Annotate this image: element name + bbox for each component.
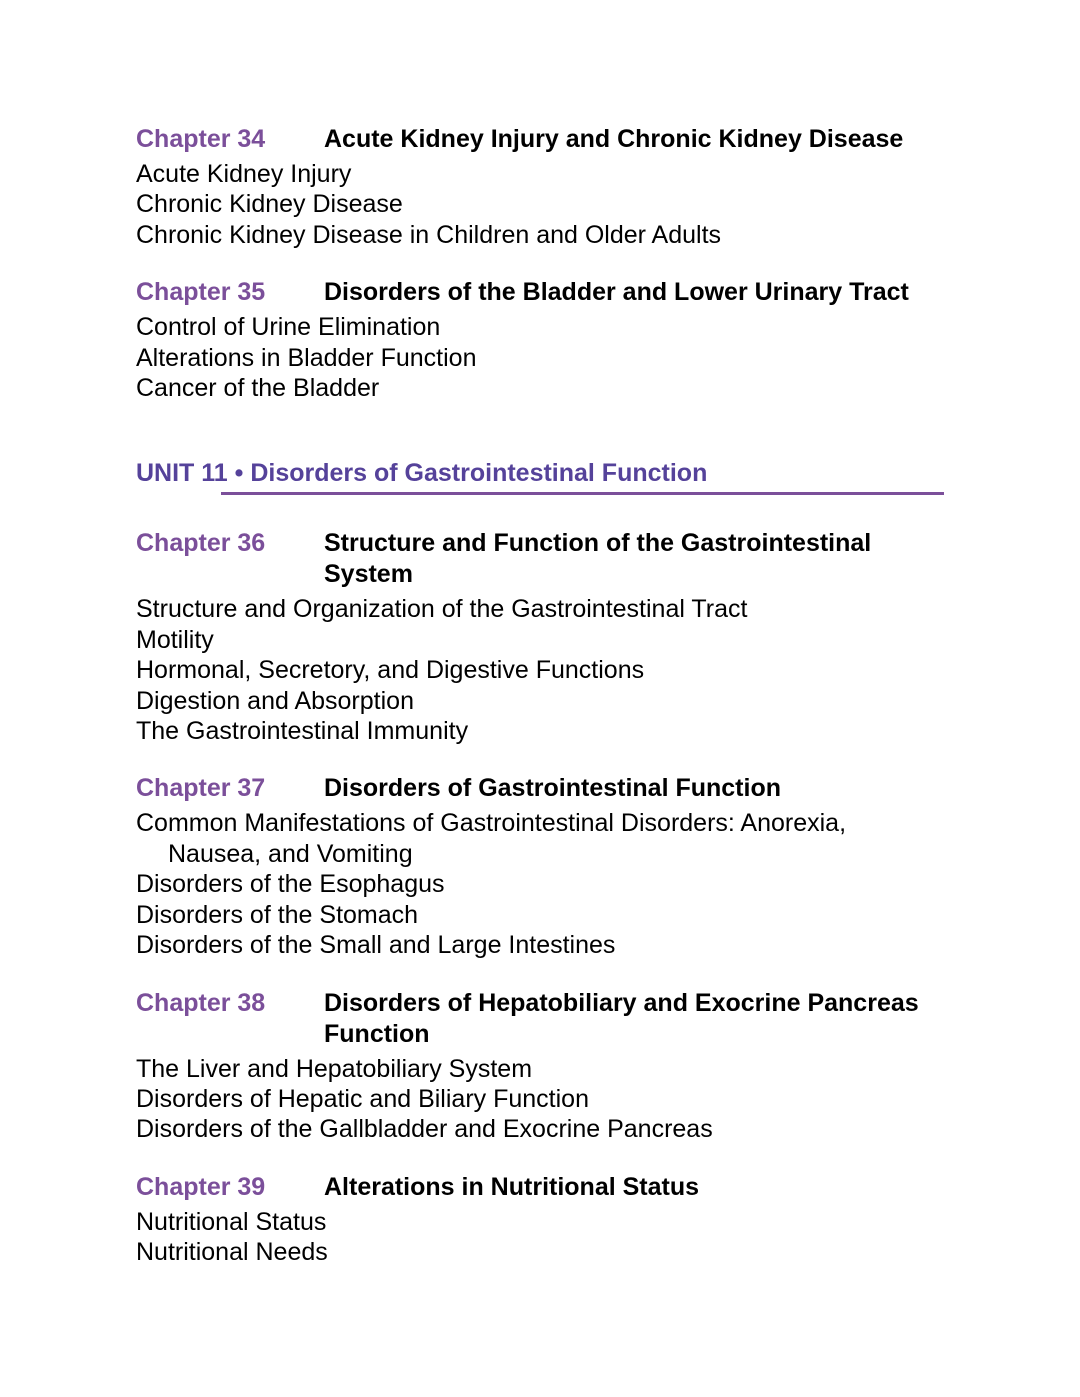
chapter-number: Chapter 38 xyxy=(136,988,266,1017)
chapter-39 xyxy=(136,1172,946,1268)
chapter-36 xyxy=(136,528,946,746)
chapter-heading xyxy=(136,988,946,1050)
chapter-number: Chapter 35 xyxy=(136,278,266,307)
topic-list xyxy=(136,159,946,250)
topic-item: Nutritional Status xyxy=(136,1207,327,1236)
topic-item: Alterations in Bladder Function xyxy=(136,343,477,372)
topic-item: Acute Kidney Injury xyxy=(136,160,352,188)
chapter-heading xyxy=(136,277,946,308)
chapter-number: Chapter 37 xyxy=(136,774,266,803)
chapter-35 xyxy=(136,277,946,403)
chapter-title: Disorders of Gastrointestinal Function xyxy=(324,774,781,803)
chapter-heading xyxy=(136,773,946,804)
unit-heading xyxy=(136,458,946,528)
topic-item: Control of Urine Elimination xyxy=(136,313,441,342)
topic-item: The Liver and Hepatobiliary System xyxy=(136,1054,533,1083)
toc-page xyxy=(136,124,946,1268)
chapter-title: Structure and Function of the Gastrointestinal System xyxy=(324,529,872,589)
topic-list xyxy=(136,1054,946,1145)
topic-item: Motility xyxy=(136,625,214,654)
chapter-38 xyxy=(136,988,946,1145)
chapter-heading xyxy=(136,1172,946,1203)
topic-item: Disorders of the Stomach xyxy=(136,900,419,929)
topic-item: Chronic Kidney Disease xyxy=(136,190,403,219)
topic-item: Chronic Kidney Disease in Children and Older Adults xyxy=(136,220,722,249)
chapter-heading xyxy=(136,124,946,155)
topic-list xyxy=(136,312,946,403)
topic-item: Disorders of the Esophagus xyxy=(136,870,445,899)
chapter-number: Chapter 36 xyxy=(136,529,266,558)
topic-item: Structure and Organization of the Gastrointestinal Tract xyxy=(136,595,748,624)
chapter-37 xyxy=(136,773,946,960)
chapter-heading xyxy=(136,528,946,590)
chapter-title: Acute Kidney Injury and Chronic Kidney Disease xyxy=(324,125,904,153)
chapter-title: Alterations in Nutritional Status xyxy=(324,1172,700,1201)
topic-list xyxy=(136,808,946,960)
topic-list xyxy=(136,1207,946,1268)
topic-item: Disorders of Hepatic and Biliary Function xyxy=(136,1084,589,1113)
topic-list xyxy=(136,594,946,746)
topic-item: Common Manifestations of Gastrointestinal Disorders: Anorexia, Nausea, and Vomiting xyxy=(136,809,847,868)
unit-divider xyxy=(221,492,944,495)
topic-item: Hormonal, Secretory, and Digestive Functions xyxy=(136,656,645,685)
topic-item: Cancer of the Bladder xyxy=(136,374,380,403)
chapter-number: Chapter 39 xyxy=(136,1172,266,1201)
chapter-title: Disorders of Hepatobiliary and Exocrine Pancreas Function xyxy=(324,988,919,1048)
chapter-number: Chapter 34 xyxy=(136,125,266,153)
chapter-title: Disorders of the Bladder and Lower Urinary Tract xyxy=(324,278,909,307)
topic-item: The Gastrointestinal Immunity xyxy=(136,717,469,746)
topic-item: Nutritional Needs xyxy=(136,1238,328,1267)
unit-title: UNIT 11 • Disorders of Gastrointestinal Function xyxy=(136,459,708,488)
topic-item: Disorders of the Gallbladder and Exocrine Pancreas xyxy=(136,1115,713,1144)
topic-item: Digestion and Absorption xyxy=(136,686,414,715)
chapter-34 xyxy=(136,124,946,250)
topic-item: Disorders of the Small and Large Intestines xyxy=(136,931,616,960)
